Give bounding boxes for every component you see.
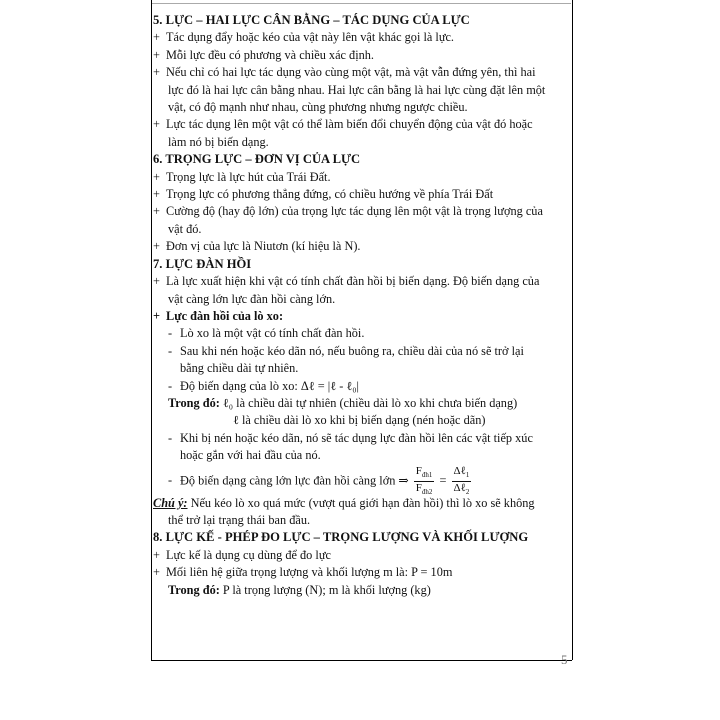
bullet: + Lực tác dụng lên một vật có thể làm biến đổi chuyển động của vật đó hoặc: [153, 116, 570, 133]
where-label: Trong đó:: [168, 395, 220, 410]
where-text: ℓ₀ là chiều dài tự nhiên (chiều dài lò xo khi chưa biến dạng): [222, 395, 518, 410]
bullet: + Trọng lực là lực hút của Trái Đất.: [153, 169, 570, 186]
bullet: + Đơn vị của lực là Niutơn (kí hiệu là N).: [153, 238, 570, 255]
deformation-ratio-fraction: $\frac{\Delta\ell_1}{\Delta\ell_2}$: [453, 464, 470, 496]
bullet-continuation: vật đó.: [168, 221, 202, 236]
document-content: [153, 12, 570, 599]
bullet-continuation: vật càng lớn lực đàn hồi càng lớn.: [168, 291, 336, 306]
bullet-continuation: vật, có độ mạnh như nhau, cùng phương nhưng ngược chiều.: [168, 100, 468, 115]
section-7-heading: 7. LỰC ĐÀN HỒI: [153, 256, 252, 271]
bullet: + Trọng lực có phương thẳng đứng, có chiều hướng về phía Trái Đất: [153, 186, 570, 203]
where-line-2: ℓ là chiều dài lò xo khi bị biến dạng (nén hoặc dãn): [233, 413, 486, 428]
dash-item: - Khi bị nén hoặc kéo dãn, nó sẽ tác dụng lực đàn hồi lên các vật tiếp xúc: [153, 430, 570, 447]
bullet: + Cường độ (hay độ lớn) của trọng lực tác dụng lên một vật là trọng lượng của: [153, 203, 570, 220]
where-label: Trong đó:: [168, 582, 220, 597]
force-ratio-fraction: $\frac{F_{đh1}}{F_{đh2}}$: [415, 464, 433, 496]
equals-sign: =: [439, 473, 447, 488]
dash-item: - Lò xo là một vật có tính chất đàn hồi.: [153, 325, 570, 342]
bullet: + Nếu chỉ có hai lực tác dụng vào cùng một vật, mà vật vẫn đứng yên, thì hai: [153, 64, 570, 81]
note-label: Chú ý:: [153, 495, 188, 510]
dash-continuation: hoặc gắn với hai đầu của nó.: [180, 448, 321, 463]
note-continuation: thể trở lại trạng thái ban đầu.: [168, 512, 311, 527]
page-bottom-rule: [151, 660, 572, 661]
section-6-heading: 6. TRỌNG LỰC – ĐƠN VỊ CỦA LỰC: [153, 152, 361, 167]
bullet: + Là lực xuất hiện khi vật có tính chất đàn hồi bị biến dạng. Độ biến dạng của: [153, 273, 570, 290]
where-line-1: [153, 395, 570, 412]
dash-item-ratio: [153, 465, 570, 495]
page-number: 5: [561, 652, 568, 667]
dash-item: - Sau khi nén hoặc kéo dãn nó, nếu buông ra, chiều dài của nó sẽ trở lại: [153, 343, 570, 360]
bullet: + Lực kế là dụng cụ dùng để đo lực: [153, 547, 570, 564]
note-line: [153, 495, 570, 512]
section-5-heading: 5. LỰC – HAI LỰC CÂN BẰNG – TÁC DỤNG CỦA LỰC: [153, 13, 470, 27]
where-line: [153, 582, 570, 599]
bullet-continuation: làm nó bị biến dạng.: [168, 134, 269, 149]
bullet: + Mỗi lực đều có phương và chiều xác định.: [153, 47, 570, 64]
bullet: + Mối liên hệ giữa trọng lượng và khối lượng m là: P = 10m: [153, 564, 570, 581]
bullet-spring-force: + Lực đàn hồi của lò xo:: [153, 308, 570, 325]
where-text: P là trọng lượng (N); m là khối lượng (kg): [222, 582, 431, 597]
ratio-text: Độ biến dạng càng lớn lực đàn hồi càng lớn ⇒: [180, 473, 409, 488]
dash-continuation: bằng chiều dài tự nhiên.: [180, 361, 299, 376]
dash-item-formula: - Độ biến dạng của lò xo: Δℓ = |ℓ - ℓ₀|: [153, 378, 570, 395]
bullet-continuation: lực đó là hai lực cân bằng nhau. Hai lực cân bằng là hai lực cùng đặt lên một: [168, 82, 546, 97]
bullet: + Tác dụng đẩy hoặc kéo của vật này lên vật khác gọi là lực.: [153, 29, 570, 46]
note-text: Nếu kéo lò xo quá mức (vượt quá giới hạn đàn hồi) thì lò xo sẽ không: [190, 495, 535, 510]
section-8-heading: 8. LỰC KẾ - PHÉP ĐO LỰC – TRỌNG LƯỢNG VÀ KHỐI LƯỢNG: [153, 530, 529, 545]
